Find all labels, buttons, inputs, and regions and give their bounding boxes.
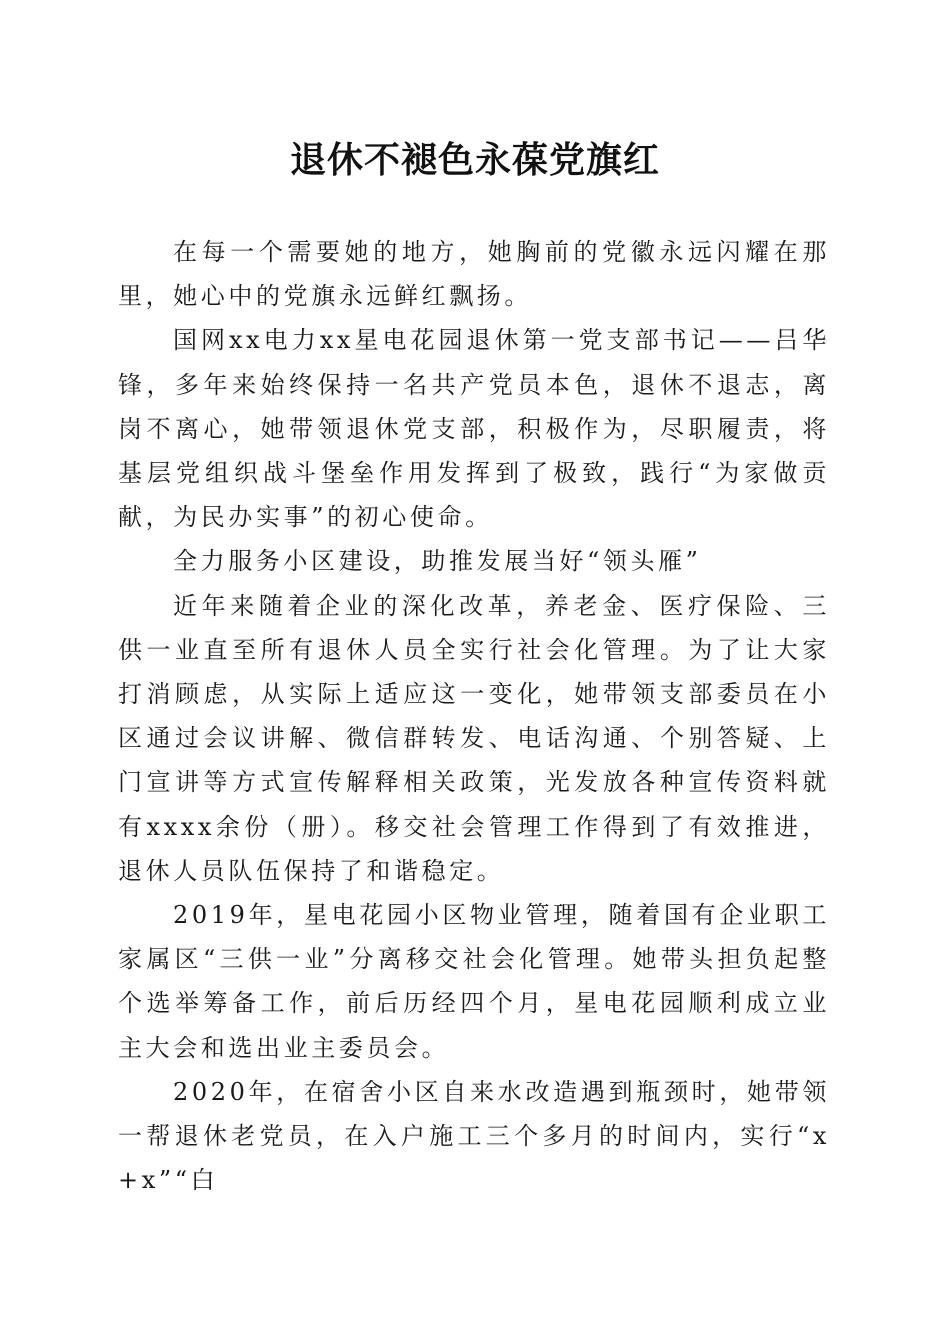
document-body	[118, 230, 830, 1202]
document-title: 退休不褪色永葆党旗红	[289, 139, 660, 181]
paragraph: 2019年，星电花园小区物业管理，随着国有企业职工家属区“三供一业”分离移交社会化管理。她带头担负起整个选举筹备工作，前后历经四个月，星电花园顺利成立业主大会和选出业主委员会。	[118, 901, 830, 1062]
section-heading: 全力服务小区建设，助推发展当好“领头雁”	[173, 547, 702, 576]
paragraph: 2020年，在宿舍小区自来水改造遇到瓶颈时，她带领一帮退休老党员，在入户施工三个多月的时间内，实行“x+x”“白	[118, 1077, 830, 1195]
paragraph: 在每一个需要她的地方，她胸前的党徽永远闪耀在那里，她心中的党旗永远鲜红飘扬。	[118, 238, 830, 311]
paragraph: 国网xx电力xx星电花园退休第一党支部书记——吕华锋，多年来始终保持一名共产党员本色，退休不退志，离岗不离心，她带领退休党支部，积极作为，尽职履责，将基层党组织战斗堡垒作用发挥到了极致，践行“为家做贡献，为民办实事”的初心使命。	[118, 326, 830, 532]
paragraph: 近年来随着企业的深化改革，养老金、医疗保险、三供一业直至所有退休人员全实行社会化管理。为了让大家打消顾虑，从实际上适应这一变化，她带领支部委员在小区通过会议讲解、微信群转发、电话沟通、个别答疑、上门宣讲等方式宣传解释相关政策，光发放各种宣传资料就有xxxx余份（册）。移交社会管理工作得到了有效推进，退休人员队伍保持了和谐稳定。	[118, 591, 830, 885]
